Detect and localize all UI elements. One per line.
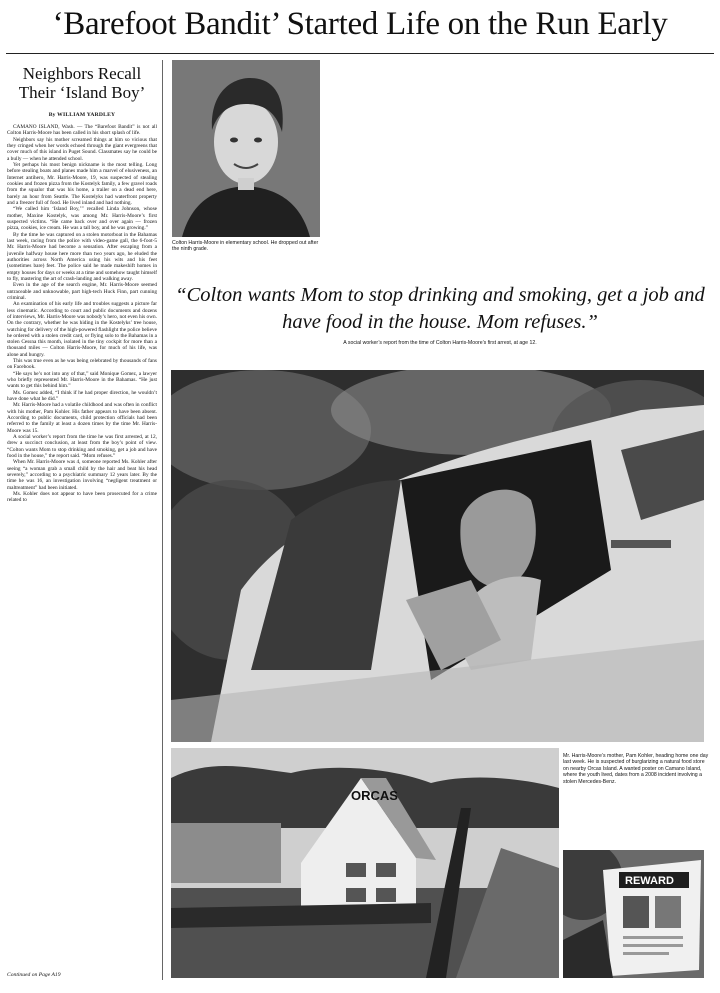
article-body: [7, 124, 157, 970]
headline: ‘Barefoot Bandit’ Started Life on the Run Early: [52, 6, 668, 42]
pull-quote: “Colton wants Mom to stop drinking and smoking, get a job and have food in the house. Mom refuses.”: [175, 284, 705, 333]
article-paragraph: CAMANO ISLAND, Wash. — The “Barefoot Bandit” is not all Colton Harris-Moore has been called in his short splash of life.: [7, 124, 157, 137]
article-paragraph: By the time he was captured on a stolen motorboat in the Bahamas last week, racing from the police with video-game gall, the 6-foot-5 Mr. Harris-Moore had become a sensation. After escaping from a juvenile halfway house here more than two years ago, he eluded the authorities across North America using his wits and his feet (sometimes bare) feet. The police said he made makeshift homes in empty houses for days or weeks at a time and somehow taught himself to fly, mastering the art of crash-landing and walking away.: [7, 231, 157, 282]
jump-line: Continued on Page A19: [7, 972, 61, 978]
portrait-photo: [172, 60, 320, 237]
poster-sign: REWARD: [625, 875, 674, 887]
portrait-caption: Colton Harris-Moore in elementary school. He dropped out after the ninth grade.: [172, 240, 319, 253]
article-paragraph: A social worker’s report from the time he was first arrested, at 12, drew a succinct conclusion, at least from the boy’s point of view. “Colton wants Mom to stop drinking and smoking, get a job and have food in the house,” the report said. “Mom refuses.”: [7, 434, 157, 460]
pull-quote-source: A social worker’s report from the time of Colton Harris-Moore’s first arrest, at age 12.: [343, 340, 537, 346]
article-paragraph: Mr. Harris-Moore had a volatile childhood and was often in conflict with his mother, Pam Kohler. His father appears to have been absent. According to public documents, child protection officials had been referred to the family at least a dozen times by the time Mr. Harris-Moore was 15.: [7, 402, 157, 434]
article-paragraph: Yet perhaps his most benign nickname is the most telling. Long before stealing boats and planes made him a marvel of elusiveness, an Internet antihero, Mr. Harris-Moore, 19, was suspected of stealing cookies and frozen pizza from the Kostelyk family, a few gravel roads from the squalor that was his home, a trailer on a dead end here, barely an hour from Seattle. The Kostelyks had waterfront property and a freezer full of food. He lived inland and had nothing.: [7, 161, 157, 206]
article-paragraph: When Mr. Harris-Moore was 4, someone reported Ms. Kohler after seeing “a woman grab a small child by the hair and beat his head severely,” according to a psychiatric summary 12 years later. By the time he was 16, an investigation involving “negligent treatment or maltreatment” had been initiated.: [7, 459, 157, 491]
column-rule: [162, 60, 163, 980]
article-paragraph: “We called him ‘Island Boy,’” recalled Linda Johnson, whose mother, Maxine Kostelyk, was among Mr. Harris-Moore’s first suspected victims. “He came back over and over again — frozen pizza, cookies, ice cream. He was a tall boy, and he was growing.”: [7, 206, 157, 232]
subhead: Neighbors Recall Their ‘Island Boy’: [18, 64, 146, 102]
store-photo: [171, 748, 559, 978]
article-paragraph: This was true even as he was being celebrated by thousands of fans on Facebook.: [7, 358, 157, 371]
article-paragraph: Ms. Kohler does not appear to have been prosecuted for a crime related to: [7, 491, 157, 504]
article-paragraph: “He says he’s not into any of that,” said Monique Gomez, a lawyer who briefly represented Mr. Harris-Moore in the Bahamas. “He just wants to get this behind him.”: [7, 370, 157, 390]
store-sign: ORCAS: [351, 788, 398, 803]
headline-rule: [6, 53, 714, 54]
article-paragraph: Neighbors say his mother screamed things at him so vicious that they cringed when her words echoed through the giant evergreens that cover much of this island in Puget Sound. Classmates say he could be a bully — when he attended school.: [7, 136, 157, 162]
photo-caption: Mr. Harris-Moore’s mother, Pam Kohler, heading home one day last week. He is suspected of burglarizing a natural food store on nearby Orcas Island. A wanted poster on Camano Island, where the youth lived, dates from a 2008 incident involving a stolen Mercedes-Benz.: [563, 753, 709, 785]
byline: By WILLIAM YARDLEY: [48, 112, 116, 118]
article-paragraph: Ms. Gomez added, “I think if he had proper direction, he wouldn’t have done what he did.”: [7, 389, 157, 403]
truck-photo: [171, 370, 704, 742]
article-paragraph: An examination of his early life and troubles suggests a picture far less cinematic. According to court and public documents and dozens of interviews, Mr. Harris-Moore was nobody’s hero, not even his own. On the contrary, whether he was hiding in the Kostelyks’ tree house, watching for delivery of the high-powered flashlight the police believe he ordered with a stolen credit card, or flying solo to the Bahamas in a stolen Cessna this month, isolated in the tiny cockpit for more than a thousand miles — Colton Harris-Moore, for much of his life, was alone and hungry.: [7, 301, 157, 358]
wanted-poster-photo: [563, 850, 704, 978]
article-paragraph: Even in the age of the search engine, Mr. Harris-Moore seemed untraceable and unknowable, part high-tech Huck Finn, part cunning criminal.: [7, 282, 157, 301]
